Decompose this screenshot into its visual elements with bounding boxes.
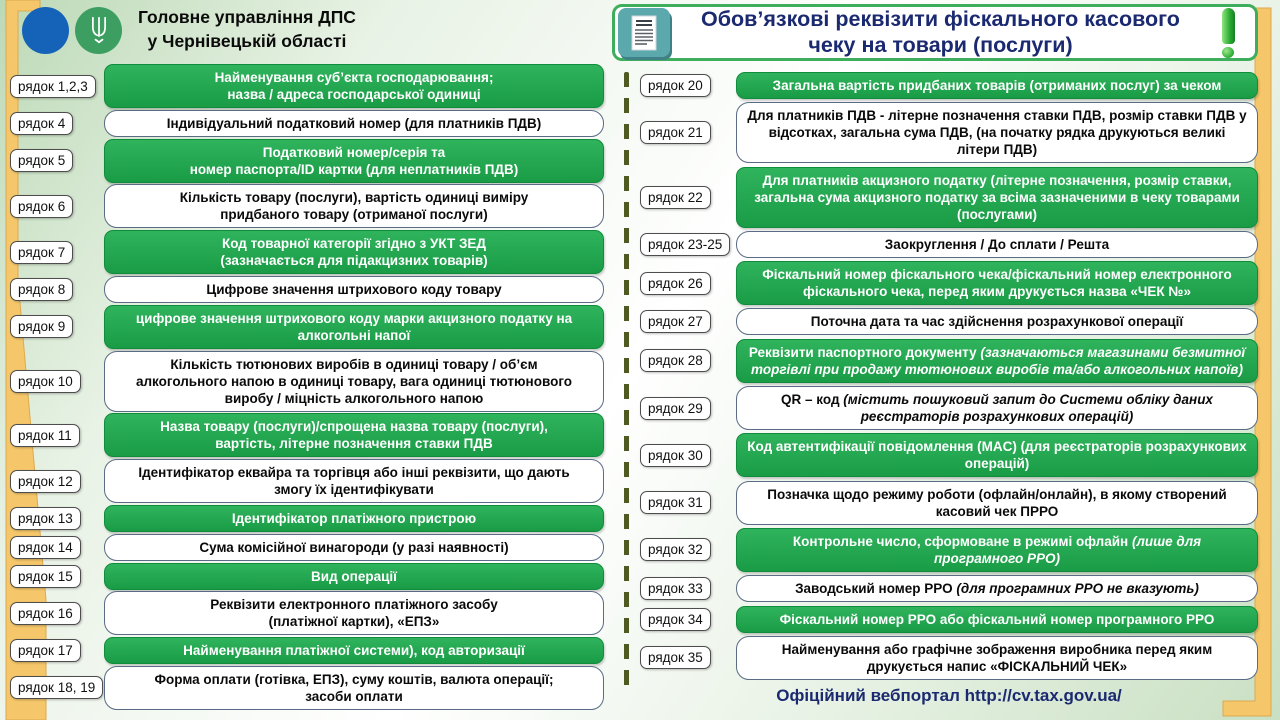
requisite-text: Для платників ПДВ - літерне позначення ставки ПДВ, розмір ставки ПДВ у відсотках, загальна сума ПДВ, (на початку рядка друкуються великі літери ПДВ) — [747, 108, 1247, 158]
requisite-text: Для платників акцизного податку (літерне позначення, розмір ставки, загальна сума акцизного податку за всіма зазначеними в чеку товарами (послугами) — [754, 172, 1240, 222]
requisite-row — [10, 666, 604, 710]
requisite-text: Найменування суб’єкта господарювання; назва / адреса господарської одиниці — [214, 70, 494, 102]
requisite-row — [640, 636, 1258, 680]
row-label-wrap — [10, 507, 104, 530]
requisite-box — [104, 413, 604, 457]
requisite-text: Реквізити паспортного документу — [748, 344, 981, 360]
row-number-label: рядок 33 — [640, 577, 711, 600]
requisite-box — [736, 72, 1258, 99]
row-label-wrap — [10, 639, 104, 662]
requisite-text: Найменування платіжної системи), код авторизації — [183, 643, 525, 659]
requisite-text-italic: (зазначаються магазинами безмитної торгівлі при продажу тютюнових виробів та/або алкогольних напоїв) — [751, 344, 1246, 377]
row-label-wrap — [640, 577, 736, 600]
row-number-label: рядок 12 — [10, 470, 81, 493]
row-number-label: рядок 35 — [640, 646, 711, 669]
row-number-label: рядок 29 — [640, 397, 711, 420]
blue-circle-logo-icon — [22, 7, 69, 54]
row-number-label: рядок 4 — [10, 112, 73, 135]
requisite-text: Назва товару (послуги)/спрощена назва товару (послуги), вартість, літерне позначення ставки ПДВ — [160, 419, 548, 452]
row-label-wrap — [10, 278, 104, 301]
requisite-row — [10, 184, 604, 228]
requisite-box — [104, 459, 604, 503]
row-label-wrap — [10, 195, 104, 218]
requisite-row — [10, 591, 604, 635]
requisite-box — [104, 64, 604, 108]
row-label-wrap — [640, 538, 736, 561]
row-number-label: рядок 18, 19 — [10, 676, 103, 699]
row-label-wrap — [10, 676, 104, 699]
requisite-box — [736, 481, 1258, 525]
requisite-row — [10, 230, 604, 274]
requisite-row — [10, 305, 604, 349]
row-label-wrap — [640, 646, 736, 669]
requisite-box — [104, 184, 604, 228]
requisite-box — [736, 528, 1258, 572]
requisite-row — [640, 308, 1258, 335]
row-number-label: рядок 13 — [10, 507, 81, 530]
requisite-text: Код товарної категорії згідно з УКТ ЗЕД (зазначається для підакцизних товарів) — [220, 236, 488, 269]
row-label-wrap — [640, 186, 736, 209]
requisite-text-italic: (лише для програмного РРО) — [934, 533, 1202, 566]
row-label-wrap — [640, 491, 736, 514]
requisite-box — [736, 386, 1258, 430]
requisite-text: Цифрове значення штрихового коду товару — [206, 281, 502, 297]
requisite-box — [104, 230, 604, 274]
row-label-wrap — [10, 112, 104, 135]
org-title — [138, 6, 356, 53]
requisite-row — [640, 575, 1258, 602]
requisite-text: Форма оплати (готівка, ЕПЗ), суму коштів, валюта операції; засоби оплати — [154, 671, 554, 704]
requisite-box — [736, 167, 1258, 228]
page-title: Обов’язкові реквізити фіскального касового чеку на товари (послуги) — [701, 6, 1180, 57]
requisite-box — [104, 305, 604, 349]
requisite-text: Найменування або графічне зображення виробника перед яким друкується напис «ФІСКАЛЬНИЙ ЧЕК» — [781, 641, 1213, 674]
requisite-box — [736, 231, 1258, 258]
requisite-text-italic: (містить пошуковий запит до Системи обліку даних реєстраторів розрахункових операцій) — [843, 392, 1213, 425]
header-right — [612, 4, 1258, 61]
requisite-box — [736, 102, 1258, 163]
requisite-row — [640, 339, 1258, 383]
requisite-box — [104, 666, 604, 710]
requisite-box — [736, 575, 1258, 602]
requisite-text: Контрольне число, сформоване в режимі офлайн — [792, 533, 1132, 549]
requisite-text: Фіскальний номер фіскального чека/фіскальний номер електронного фіскального чека, перед яким друкується назва «ЧЕК №» — [762, 267, 1232, 300]
row-number-label: рядок 26 — [640, 272, 711, 295]
requisite-text: Сума комісійної винагороди (у разі наявності) — [199, 539, 509, 555]
row-number-label: рядок 9 — [10, 315, 73, 338]
requisite-row — [640, 528, 1258, 572]
requisite-row — [10, 64, 604, 108]
requisite-row — [10, 139, 604, 183]
row-number-label: рядок 30 — [640, 444, 711, 467]
requisite-text: Заокруглення / До сплати / Решта — [884, 236, 1110, 252]
row-number-label: рядок 11 — [10, 424, 80, 447]
row-number-label: рядок 31 — [640, 491, 711, 514]
left-requisites-column — [10, 64, 604, 710]
row-number-label: рядок 5 — [10, 149, 73, 172]
requisite-text: Заводський номер РРО — [795, 581, 957, 597]
requisite-box — [104, 637, 604, 664]
requisite-row — [640, 481, 1258, 525]
requisite-box — [104, 563, 604, 590]
row-label-wrap — [640, 74, 736, 97]
requisite-text: Кількість тютюнових виробів в одиниці товару / об’єм алкогольного напою в одиниці товару, вага одиниці тютюнового виробу / міцність алкогольного напою — [135, 356, 573, 406]
requisite-text: Код автентифікації повідомлення (MAC) (для реєстраторів розрахункових операцій) — [747, 439, 1247, 472]
column-divider — [624, 72, 629, 696]
row-label-wrap — [640, 444, 736, 467]
requisite-row — [640, 72, 1258, 99]
requisite-row — [10, 534, 604, 561]
row-number-label: рядок 10 — [10, 370, 81, 393]
exclamation-icon — [1211, 8, 1245, 58]
requisite-box — [104, 534, 604, 561]
row-label-wrap — [640, 233, 736, 256]
requisite-row — [640, 102, 1258, 163]
requisite-text: Ідентифікатор еквайра та торгівця або інші реквізити, що дають змогу їх ідентифікувати — [138, 465, 570, 498]
requisite-row — [10, 351, 604, 412]
requisite-box — [104, 351, 604, 412]
requisite-row — [640, 433, 1258, 477]
row-label-wrap — [640, 397, 736, 420]
row-label-wrap — [10, 241, 104, 264]
row-number-label: рядок 27 — [640, 310, 711, 333]
receipt-icon — [618, 8, 670, 57]
row-label-wrap — [10, 149, 104, 172]
requisite-box — [736, 261, 1258, 305]
requisite-row — [640, 167, 1258, 228]
trident-emblem-icon — [75, 7, 122, 54]
requisite-row — [10, 110, 604, 137]
row-number-label: рядок 15 — [10, 565, 81, 588]
requisite-text: Вид операції — [311, 568, 397, 584]
header-left — [8, 0, 604, 60]
row-number-label: рядок 8 — [10, 278, 73, 301]
row-label-wrap — [10, 602, 104, 625]
row-number-label: рядок 17 — [10, 639, 81, 662]
requisite-row — [10, 505, 604, 532]
row-number-label: рядок 14 — [10, 536, 81, 559]
requisite-box — [736, 339, 1258, 383]
row-label-wrap — [10, 565, 104, 588]
row-number-label: рядок 28 — [640, 349, 711, 372]
requisite-row — [10, 563, 604, 590]
row-label-wrap — [10, 424, 104, 447]
row-label-wrap — [10, 536, 104, 559]
org-title-line2: у Чернівецькій області — [147, 31, 347, 51]
footer-webportal-text: Офіційний вебпортал http://cv.tax.gov.ua/ — [776, 686, 1122, 705]
row-number-label: рядок 6 — [10, 195, 73, 218]
requisite-box — [736, 606, 1258, 633]
requisite-text: Фіскальний номер РРО або фіскальний номер програмного РРО — [779, 611, 1215, 627]
requisite-text-italic: (для програмних РРО не вказують) — [956, 581, 1199, 597]
requisite-row — [640, 386, 1258, 430]
row-number-label: рядок 21 — [640, 121, 711, 144]
requisite-row — [10, 276, 604, 303]
requisite-row — [640, 606, 1258, 633]
requisite-row — [10, 637, 604, 664]
requisite-box — [104, 110, 604, 137]
row-label-wrap — [640, 310, 736, 333]
requisite-box — [104, 276, 604, 303]
requisite-text: Індивідуальний податковий номер (для платників ПДВ) — [166, 115, 542, 131]
row-label-wrap — [10, 315, 104, 338]
requisite-text: Ідентифікатор платіжного пристрою — [231, 510, 477, 526]
row-label-wrap — [10, 370, 104, 393]
requisite-text: цифрове значення штрихового коду марки акцизного податку на алкогольні напої — [135, 310, 573, 343]
requisite-text: Позначка щодо режиму роботи (офлайн/онлайн), в якому створений касовий чек ПРРО — [767, 486, 1227, 519]
requisite-row — [640, 231, 1258, 258]
requisite-row — [640, 261, 1258, 305]
requisite-text: QR – код — [781, 392, 844, 408]
row-number-label: рядок 22 — [640, 186, 711, 209]
requisite-row — [10, 459, 604, 503]
requisite-box — [104, 139, 604, 183]
requisite-text: Податковий номер/серія та номер паспорта/ID картки (для неплатників ПДВ) — [189, 144, 519, 177]
requisite-box — [736, 308, 1258, 335]
requisite-box — [736, 433, 1258, 477]
row-label-wrap — [640, 349, 736, 372]
row-label-wrap — [640, 272, 736, 295]
row-label-wrap — [640, 608, 736, 631]
row-number-label: рядок 23-25 — [640, 233, 730, 256]
requisite-box — [104, 591, 604, 635]
row-number-label: рядок 1,2,3 — [10, 75, 96, 98]
row-number-label: рядок 32 — [640, 538, 711, 561]
row-label-wrap — [10, 470, 104, 493]
requisite-text: Кількість товару (послуги), вартість одиниці виміру придбаного товару (отриманої послуги) — [179, 190, 529, 223]
org-title-line1: Головне управління ДПС — [138, 7, 356, 28]
requisite-text: Поточна дата та час здійснення розрахункової операції — [810, 314, 1184, 330]
row-number-label: рядок 7 — [10, 241, 73, 264]
requisite-box — [104, 505, 604, 532]
row-number-label: рядок 34 — [640, 608, 711, 631]
requisite-text: Загальна вартість придбаних товарів (отриманих послуг) за чеком — [772, 78, 1222, 93]
row-label-wrap — [10, 75, 104, 98]
row-number-label: рядок 20 — [640, 74, 711, 97]
row-number-label: рядок 16 — [10, 602, 81, 625]
right-requisites-column — [640, 72, 1258, 680]
requisite-row — [10, 413, 604, 457]
requisite-box — [736, 636, 1258, 680]
requisite-text: Реквізити електронного платіжного засобу (платіжної картки), «ЕПЗ» — [210, 597, 498, 630]
row-label-wrap — [640, 121, 736, 144]
